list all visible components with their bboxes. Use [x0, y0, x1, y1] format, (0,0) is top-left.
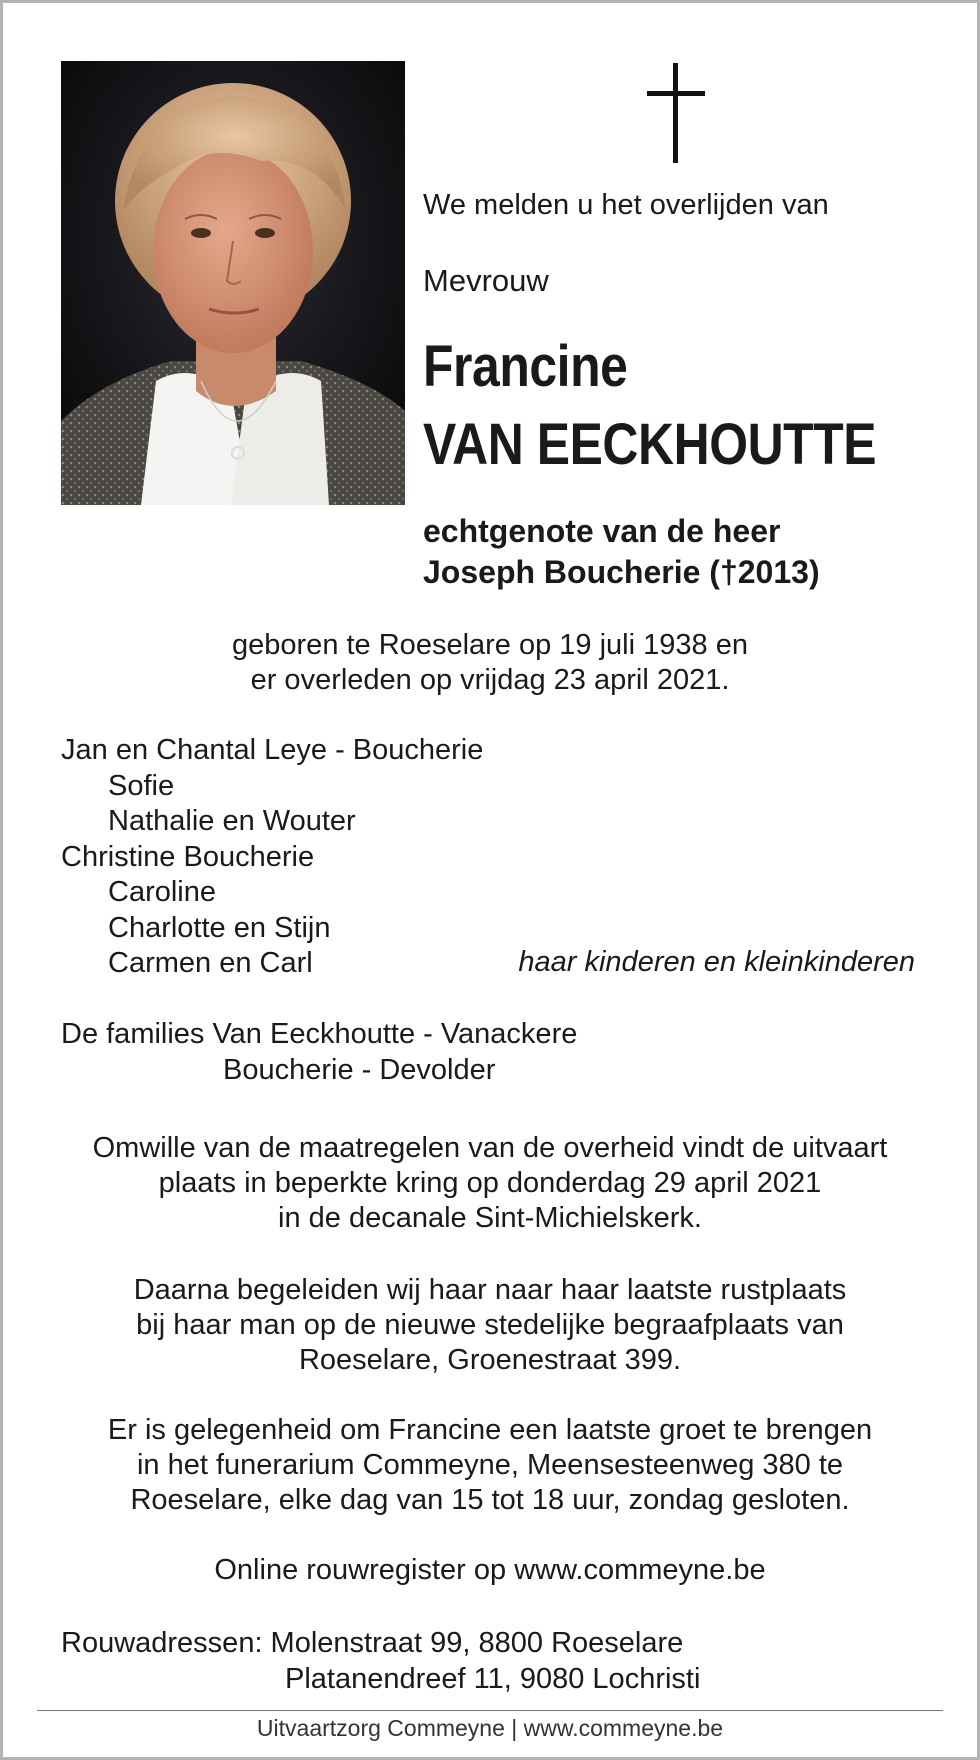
funeral-line: plaats in beperkte kring op donderdag 29 april 2021: [158, 1167, 822, 1199]
family-entry: Nathalie en Wouter: [108, 805, 356, 837]
family-entry: Carmen en Carl: [108, 947, 313, 979]
visit-line: in het funerarium Commeyne, Meensesteenweg 380 te: [136, 1449, 844, 1481]
funeral-line: Omwille van de maatregelen van de overheid vindt de uitvaart: [92, 1132, 888, 1164]
burial-info: [43, 1273, 937, 1378]
cross-icon: [647, 63, 705, 163]
spouse-line-2: Joseph Boucherie (†2013): [423, 554, 820, 590]
family-entry: Sofie: [108, 769, 175, 802]
funeral-line: in de decanale Sint-Michielskerk.: [278, 1202, 702, 1234]
families-block: [61, 1017, 577, 1088]
deceased-last-name: VAN EECKHOUTTE: [423, 412, 877, 477]
online-register: Online rouwregister op www.commeyne.be: [214, 1554, 766, 1586]
family-entry: Caroline: [108, 876, 216, 908]
burial-line: bij haar man op de nieuwe stedelijke begraafplaats van: [136, 1309, 844, 1341]
family-role: haar kinderen en kleinkinderen: [518, 946, 915, 978]
family-list: [61, 733, 483, 982]
portrait-photo: [61, 61, 405, 505]
burial-line: Daarna begeleiden wij haar naar haar laatste rustplaats: [133, 1274, 847, 1306]
address-line-2: Platanendreef 11, 9080 Lochristi: [285, 1663, 701, 1695]
visit-line: Roeselare, elke dag van 15 tot 18 uur, zondag gesloten.: [130, 1484, 850, 1516]
honorific: Mevrouw: [423, 263, 549, 298]
deceased-first-name: Francine: [423, 334, 628, 399]
address-line-1: Rouwadressen: Molenstraat 99, 8800 Roeselare: [61, 1627, 684, 1659]
family-entry: Christine Boucherie: [61, 840, 315, 873]
family-entry: Jan en Chantal Leye - Boucherie: [61, 734, 484, 766]
funeral-info: [43, 1131, 937, 1236]
family-entry: Charlotte en Stijn: [108, 911, 331, 944]
portrait-illustration: [61, 61, 405, 505]
footer-divider: [37, 1710, 943, 1711]
birth-death-info: [43, 628, 937, 698]
announcement-intro: We melden u het overlijden van: [423, 189, 829, 221]
burial-line: Roeselare, Groenestraat 399.: [298, 1344, 682, 1376]
mourning-addresses: [61, 1625, 700, 1697]
families-line-1: De families Van Eeckhoutte - Vanackere: [61, 1018, 578, 1050]
families-line-2: Boucherie - Devolder: [223, 1053, 496, 1086]
spouse-line-1: echtgenote van de heer: [423, 513, 781, 549]
death-line: er overleden op vrijdag 23 april 2021.: [250, 664, 730, 696]
visit-line: Er is gelegenheid om Francine een laatste groet te brengen: [107, 1414, 873, 1446]
birth-line: geboren te Roeselare op 19 juli 1938 en: [232, 629, 748, 661]
visitation-info: [43, 1413, 937, 1518]
footer-credit: Uitvaartzorg Commeyne | www.commeyne.be: [256, 1715, 724, 1741]
